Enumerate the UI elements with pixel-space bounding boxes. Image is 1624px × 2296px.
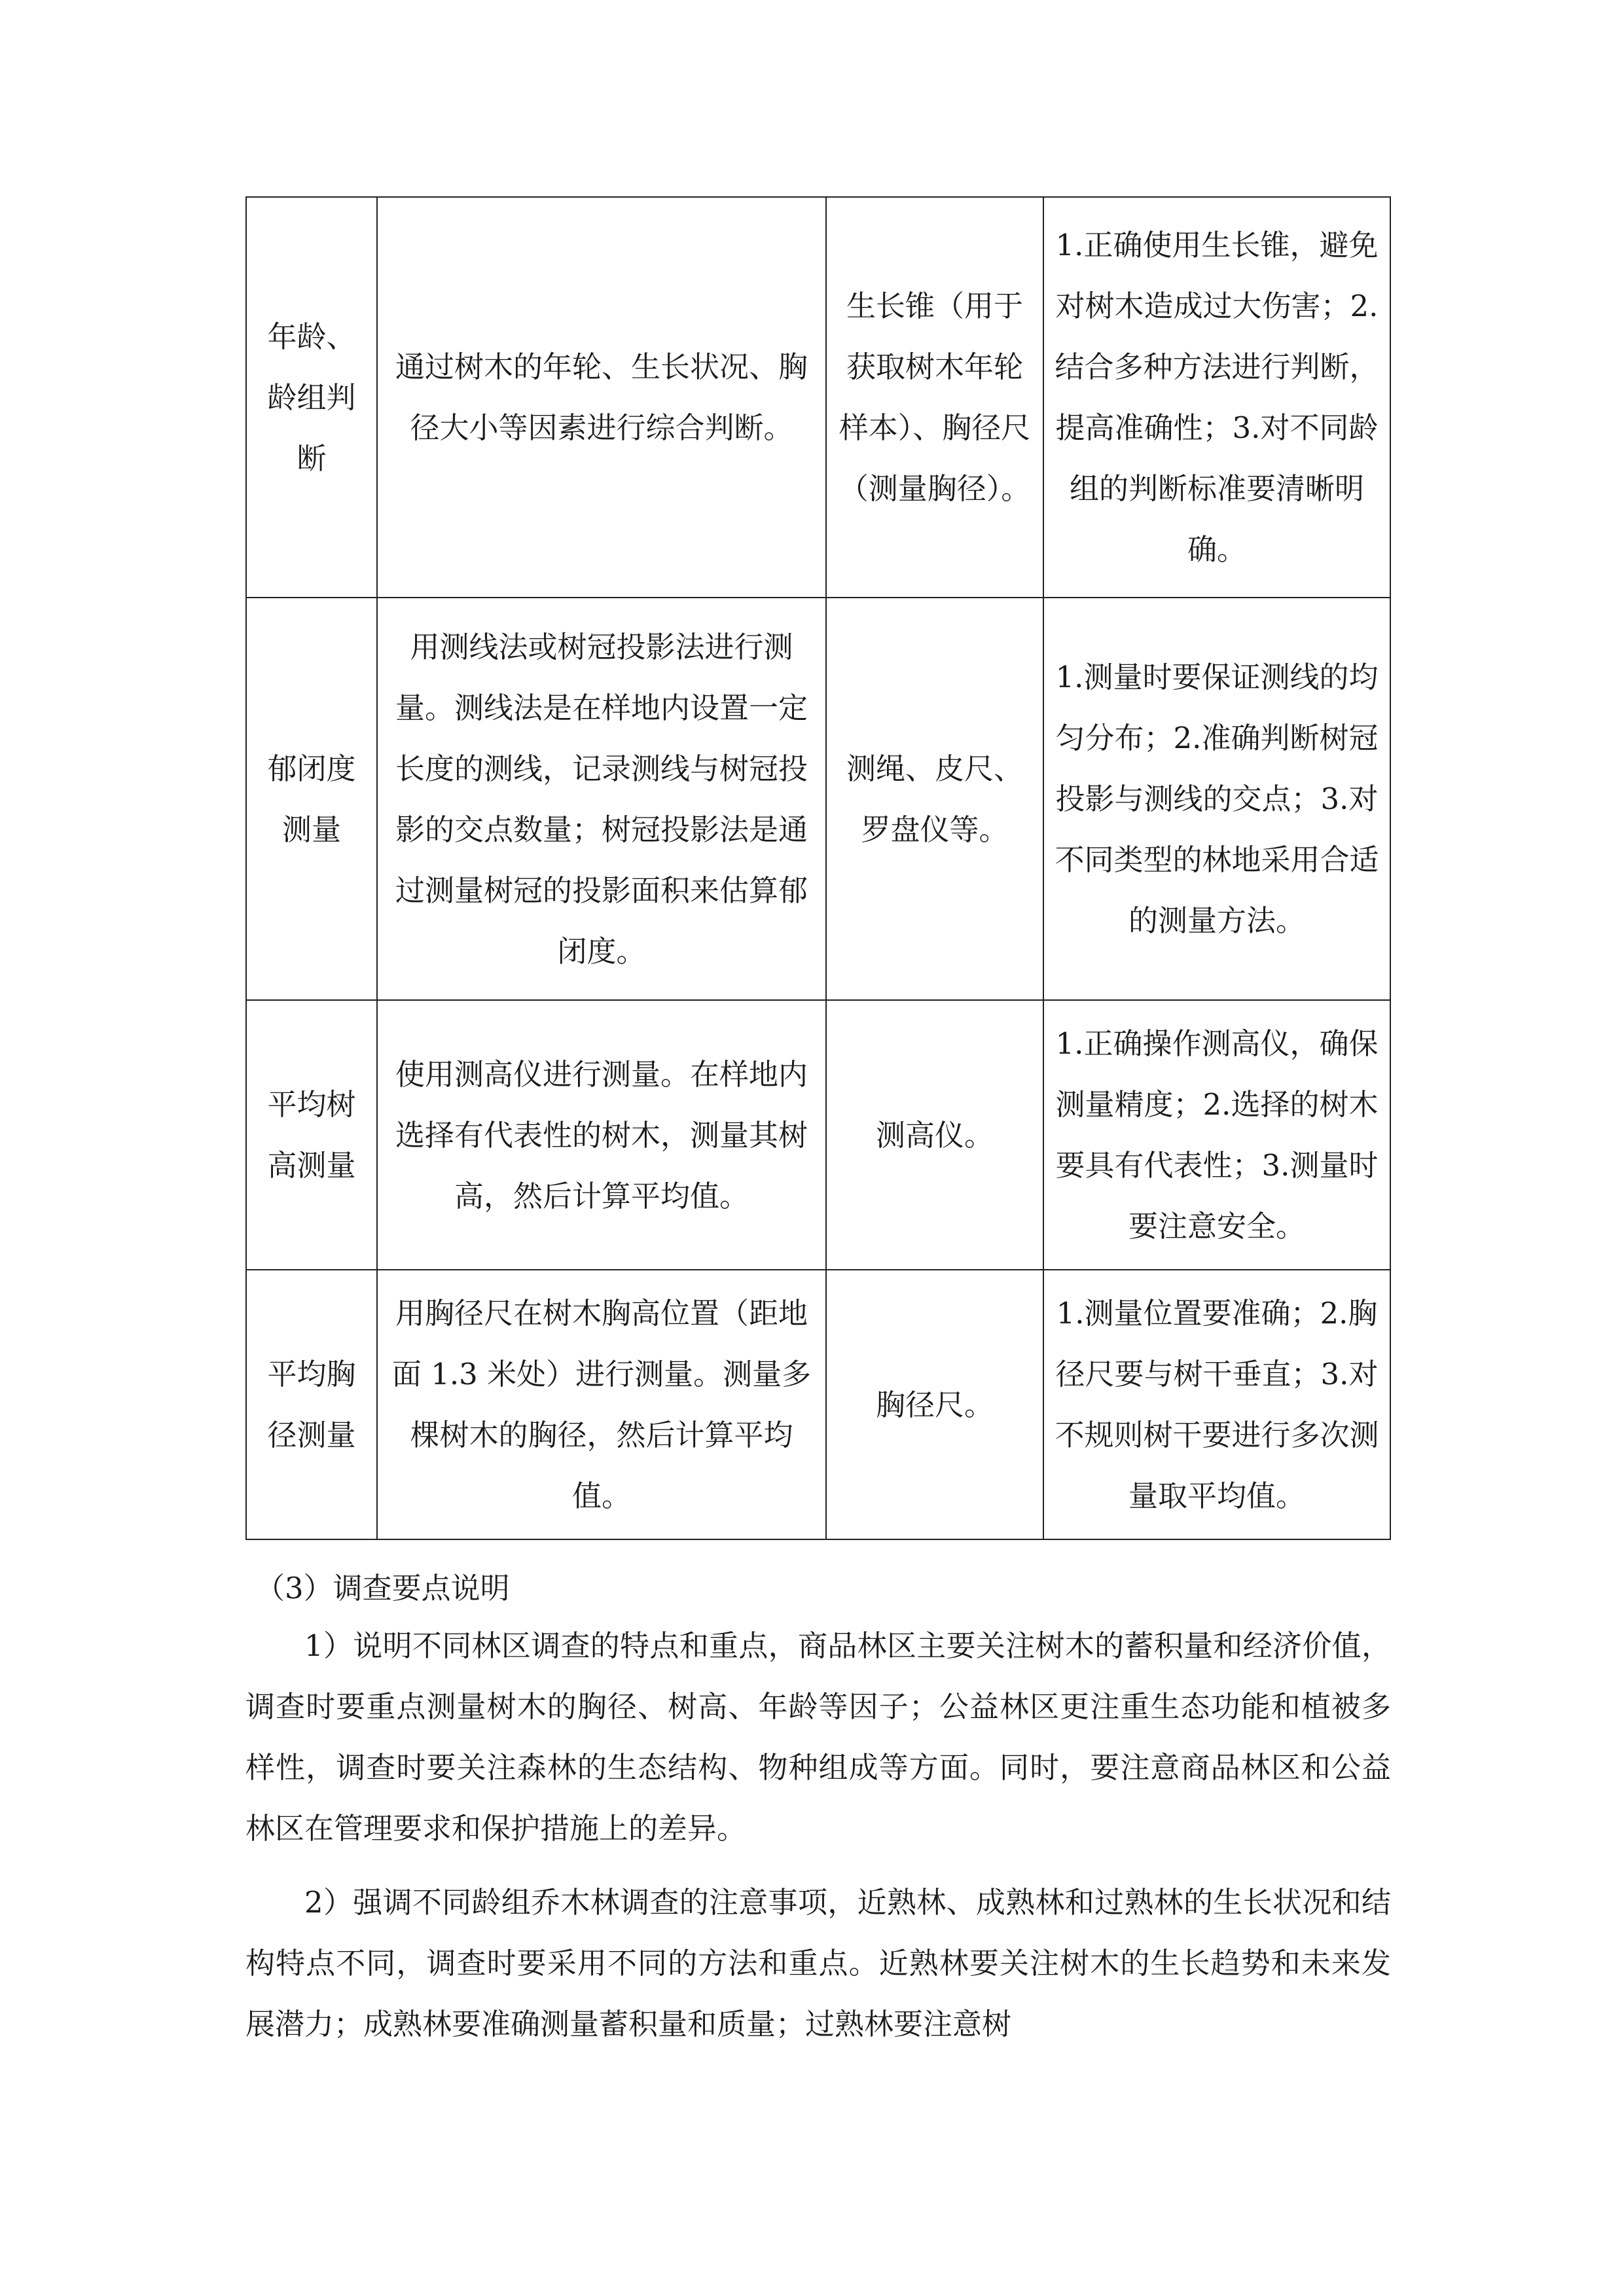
method-cell: 使用测高仪进行测量。在样地内选择有代表性的树木，测量其树高，然后计算平均值。 [377, 1000, 826, 1270]
tools-cell: 胸径尺。 [826, 1270, 1043, 1539]
table-row [246, 598, 1390, 1000]
notes-cell: 1.正确使用生长锥，避免对树木造成过大伤害；2.结合多种方法进行判断，提高准确性；3.对不同龄组的判断标准要清晰明确。 [1043, 197, 1390, 598]
item-cell: 年龄、龄组判断 [246, 197, 377, 598]
notes-cell: 1.正确操作测高仪，确保测量精度；2.选择的树木要具有代表性；3.测量时要注意安全。 [1043, 1000, 1390, 1270]
notes-cell: 1.测量位置要准确；2.胸径尺要与树干垂直；3.对不规则树干要进行多次测量取平均值。 [1043, 1270, 1390, 1539]
paragraph-2: 2）强调不同龄组乔木林调查的注意事项，近熟林、成熟林和过熟林的生长状况和结构特点不同，调查时要采用不同的方法和重点。近熟林要关注树木的生长趋势和未来发展潜力；成熟林要准确测量蓄积量和质量；过熟林要注意树 [245, 1885, 1391, 2041]
table-row [246, 1270, 1390, 1539]
tools-cell: 生长锥（用于获取树木年轮样本）、胸径尺（测量胸径）。 [826, 197, 1043, 598]
item-cell: 平均胸径测量 [246, 1270, 377, 1539]
notes-cell: 1.测量时要保证测线的均匀分布；2.准确判断树冠投影与测线的交点；3.对不同类型的林地采用合适的测量方法。 [1043, 598, 1390, 1000]
method-cell: 用测线法或树冠投影法进行测量。测线法是在样地内设置一定长度的测线，记录测线与树冠投影的交点数量；树冠投影法是通过测量树冠的投影面积来估算郁闭度。 [377, 598, 826, 1000]
table-row [246, 1000, 1390, 1270]
table-row [246, 197, 1390, 598]
tools-cell: 测绳、皮尺、罗盘仪等。 [826, 598, 1043, 1000]
method-cell: 用胸径尺在树木胸高位置（距地面 1.3 米处）进行测量。测量多棵树木的胸径，然后计算平均值。 [377, 1270, 826, 1539]
method-cell: 通过树木的年轮、生长状况、胸径大小等因素进行综合判断。 [377, 197, 826, 598]
item-cell: 平均树高测量 [246, 1000, 377, 1270]
survey-method-table [245, 196, 1391, 1540]
tools-cell: 测高仪。 [826, 1000, 1043, 1270]
item-cell: 郁闭度测量 [246, 598, 377, 1000]
paragraph-1: 1）说明不同林区调查的特点和重点，商品林区主要关注树木的蓄积量和经济价值，调查时要重点测量树木的胸径、树高、年龄等因子；公益林区更注重生态功能和植被多样性，调查时要关注森林的生态结构、物种组成等方面。同时，要注意商品林区和公益林区在管理要求和保护措施上的差异。 [245, 1628, 1391, 1846]
section-heading: （3）调查要点说明 [255, 1571, 510, 1605]
